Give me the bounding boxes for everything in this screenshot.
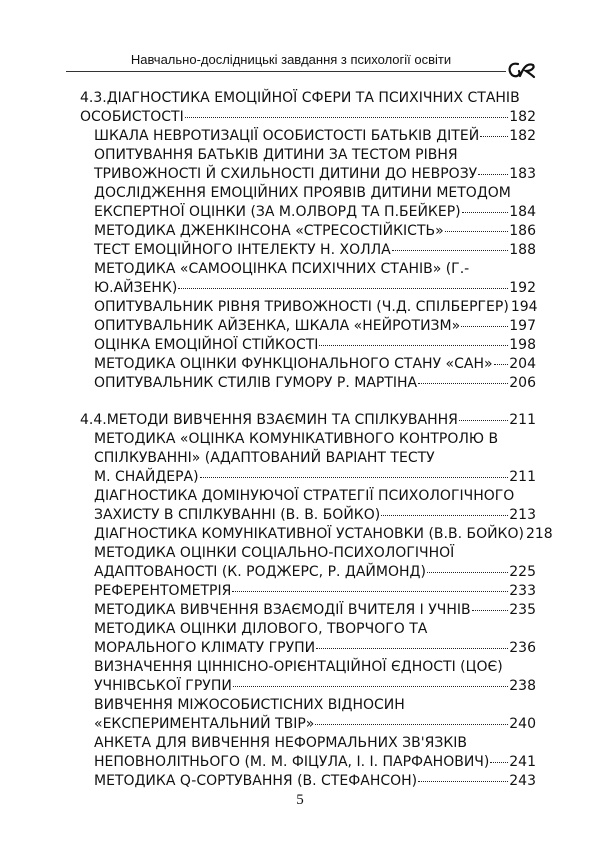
- toc-entry-row: [94, 298, 536, 317]
- toc-entry-text: МЕТОДИКА ВИВЧЕННЯ ВЗАЄМОДІЇ ВЧИТЕЛЯ І УЧНІВ: [94, 602, 471, 618]
- dot-leader: [315, 723, 508, 725]
- toc-entry[interactable]: [80, 430, 536, 487]
- dot-leader: [427, 571, 508, 573]
- toc-entry[interactable]: [80, 487, 536, 525]
- dot-leader: [316, 647, 508, 649]
- toc-entry-text: МОРАЛЬНОГО КЛІМАТУ ГРУПИ: [94, 640, 316, 656]
- toc-page-number: 204: [509, 356, 536, 372]
- toc-entry[interactable]: [80, 734, 536, 772]
- dot-leader: [319, 344, 508, 346]
- toc-entry-row: [94, 715, 536, 734]
- toc-entry-text: МЕТОДИКА ДЖЕНКІНСОНА «СТРЕСОСТІЙКІСТЬ»: [94, 223, 444, 239]
- toc-section-heading[interactable]: [80, 411, 536, 430]
- toc-entry-text: ОПИТУВАЛЬНИК АЙЗЕНКА, ШКАЛА «НЕЙРОТИЗМ»: [94, 318, 461, 334]
- toc-entry-row: [94, 127, 536, 146]
- toc-entry-text: АДАПТОВАНОСТІ (К. РОДЖЕРС, Р. ДАЙМОНД): [94, 564, 426, 580]
- toc-entry[interactable]: [80, 317, 536, 336]
- dot-leader: [461, 325, 508, 327]
- toc-entry-text: «ЕКСПЕРИМЕНТАЛЬНИЙ ТВІР»: [94, 716, 315, 732]
- toc-page-number: 184: [509, 204, 536, 220]
- toc-entry-text: ТРИВОЖНОСТІ Й СХИЛЬНОСТІ ДИТИНИ ДО НЕВРОЗУ: [94, 166, 478, 182]
- toc-entry[interactable]: [80, 184, 536, 222]
- dot-leader: [392, 249, 509, 251]
- toc-entry-text: ДІАГНОСТИКА ДОМІНУЮЧОЇ СТРАТЕГІЇ ПСИХОЛОГІЧНОГО: [94, 488, 515, 504]
- toc-page-number: 182: [509, 109, 536, 125]
- toc-page-number: 186: [509, 223, 536, 239]
- toc-entry-row: [94, 317, 536, 336]
- toc-page-number: 192: [509, 280, 536, 296]
- dot-leader: [494, 363, 509, 365]
- page-number: 5: [296, 792, 304, 808]
- toc-entry-row: [94, 772, 536, 791]
- toc-entry-row: [94, 222, 536, 241]
- toc-page-number: 218: [525, 526, 553, 542]
- toc-entry[interactable]: [80, 260, 536, 298]
- toc-entry-text: 4.4.МЕТОДИ ВИВЧЕННЯ ВЗАЄМИН ТА СПІЛКУВАННЯ: [80, 412, 458, 428]
- toc-entry-row: [94, 506, 536, 525]
- toc-entry-text: ОПИТУВАЛЬНИК РІВНЯ ТРИВОЖНОСТІ (Ч.Д. СПІЛБЕРГЕР): [94, 299, 509, 315]
- toc-entry-text: ШКАЛА НЕВРОТИЗАЦІЇ ОСОБИСТОСТІ БАТЬКІВ ДІТЕЙ: [94, 128, 480, 144]
- toc-entry-text: ВИВЧЕННЯ МІЖОСОБИСТІСНИХ ВІДНОСИН: [94, 697, 405, 713]
- toc-entry[interactable]: [80, 127, 536, 146]
- toc-entry-text: МЕТОДИКА «ОЦІНКА КОМУНІКАТИВНОГО КОНТРОЛЮ В: [94, 431, 499, 447]
- toc-entry-row: [80, 108, 536, 127]
- dot-leader: [459, 419, 508, 421]
- toc-entry-text: ОЦІНКА ЕМОЦІЙНОЇ СТІЙКОСТІ: [94, 337, 319, 353]
- toc-entry[interactable]: [80, 336, 536, 355]
- toc-entry-row: [94, 563, 536, 582]
- toc-entry-row: [80, 411, 536, 430]
- toc-entry-row: [94, 582, 536, 601]
- toc-entry-text: МЕТОДИКА ОЦІНКИ ДІЛОВОГО, ТВОРЧОГО ТА: [94, 621, 428, 637]
- toc-entry-text: ВИЗНАЧЕННЯ ЦІННІСНО-ОРІЄНТАЦІЙНОЇ ЄДНОСТІ (ЦОЄ): [94, 659, 503, 675]
- toc-entry[interactable]: [80, 355, 536, 374]
- toc-page-number: 243: [509, 773, 536, 789]
- toc-page-number: 211: [509, 412, 536, 428]
- dot-leader: [233, 685, 508, 687]
- toc-entry-text: АНКЕТА ДЛЯ ВИВЧЕННЯ НЕФОРМАЛЬНИХ ЗВ'ЯЗКІВ: [94, 735, 467, 751]
- toc-entry-text: М. СНАЙДЕРА): [94, 469, 199, 485]
- toc-entry-text: МЕТОДИКА ОЦІНКИ ФУНКЦІОНАЛЬНОГО СТАНУ «САН»: [94, 356, 493, 372]
- toc-entry-text: 4.3.ДІАГНОСТИКА ЕМОЦІЙНОЇ СФЕРИ ТА ПСИХІЧНИХ СТАНІВ: [80, 90, 520, 106]
- toc-page-number: 194: [510, 299, 538, 315]
- toc-entry-text: ОСОБИСТОСТІ: [80, 109, 184, 125]
- toc-entry-text: МЕТОДИКА «САМООЦІНКА ПСИХІЧНИХ СТАНІВ» (Г.-: [94, 261, 470, 277]
- toc-entry[interactable]: [80, 601, 536, 620]
- toc-entry[interactable]: [80, 298, 536, 317]
- toc-page-number: 188: [509, 242, 536, 258]
- dot-leader: [185, 116, 509, 118]
- dot-leader: [418, 382, 508, 384]
- toc-entry[interactable]: [80, 620, 536, 658]
- table-of-contents: [80, 89, 553, 791]
- dot-leader: [200, 476, 509, 478]
- toc-page-number: 233: [509, 583, 536, 599]
- toc-entry-row: [94, 165, 536, 184]
- toc-entry-row: [94, 279, 536, 298]
- toc-page-number: 206: [509, 375, 536, 391]
- dot-leader: [490, 761, 508, 763]
- toc-entry-text: Ю.АЙЗЕНК): [94, 280, 178, 296]
- toc-entry-text: ЕКСПЕРТНОЇ ОЦІНКИ (ЗА М.ОЛВОРД ТА П.БЕЙКЕР): [94, 204, 461, 220]
- toc-entry-row: [94, 241, 536, 260]
- dot-leader: [418, 780, 508, 782]
- toc-entry-row: [94, 374, 536, 393]
- dot-leader: [178, 287, 508, 289]
- running-header: Навчально-дослідницькі завдання з психології освіти: [130, 52, 452, 67]
- toc-page-number: 182: [509, 128, 536, 144]
- toc-section: [80, 89, 536, 393]
- toc-entry-row: [94, 753, 536, 772]
- publisher-logo-icon: [506, 60, 536, 80]
- toc-entry-row: [94, 677, 536, 696]
- toc-page-number: 235: [509, 602, 536, 618]
- toc-page-number: 183: [509, 166, 536, 182]
- toc-entry-text: МЕТОДИКА Q-СОРТУВАННЯ (В. СТЕФАНСОН): [94, 773, 418, 789]
- toc-entry[interactable]: [80, 582, 536, 601]
- toc-entry-text: РЕФЕРЕНТОМЕТРІЯ: [94, 583, 232, 599]
- toc-entry-row: [94, 336, 536, 355]
- toc-entry[interactable]: [80, 146, 536, 184]
- toc-page-number: 241: [509, 754, 536, 770]
- toc-entry[interactable]: [80, 374, 536, 393]
- toc-entry[interactable]: [80, 658, 536, 696]
- toc-entry[interactable]: [80, 772, 536, 791]
- toc-page-number: 197: [509, 318, 536, 334]
- toc-entry-text: ДОСЛІДЖЕННЯ ЕМОЦІЙНИХ ПРОЯВІВ ДИТИНИ МЕТОДОМ: [94, 185, 511, 201]
- toc-entry[interactable]: [80, 696, 536, 734]
- toc-entry-text: ТЕСТ ЕМОЦІЙНОГО ІНТЕЛЕКТУ Н. ХОЛЛА: [94, 242, 391, 258]
- toc-entry[interactable]: [80, 241, 536, 260]
- toc-page-number: 211: [509, 469, 536, 485]
- toc-entry-row: [94, 639, 536, 658]
- toc-entry[interactable]: [80, 525, 553, 544]
- toc-entry-text: ОПИТУВАЛЬНИК СТИЛІВ ГУМОРУ Р. МАРТІНА: [94, 375, 418, 391]
- toc-page-number: 225: [509, 564, 536, 580]
- toc-entry[interactable]: [80, 222, 536, 241]
- toc-entry-text: УЧНІВСЬКОЇ ГРУПИ: [94, 678, 232, 694]
- toc-page-number: 213: [509, 507, 536, 523]
- dot-leader: [445, 230, 509, 232]
- toc-page-number: 240: [509, 716, 536, 732]
- toc-section-heading[interactable]: [80, 89, 536, 127]
- toc-entry-text: ДІАГНОСТИКА КОМУНІКАТИВНОЇ УСТАНОВКИ (В.В. БОЙКО): [94, 526, 524, 542]
- dot-leader: [472, 609, 509, 611]
- toc-entry-row: [94, 203, 536, 222]
- toc-entry[interactable]: [80, 544, 536, 582]
- toc-page-number: 238: [509, 678, 536, 694]
- toc-entry-text: СПІЛКУВАННІ» (АДАПТОВАНИЙ ВАРІАНТ ТЕСТУ: [94, 450, 435, 466]
- toc-page-number: 198: [509, 337, 536, 353]
- toc-entry-text: НЕПОВНОЛІТНЬОГО (М. М. ФІЦУЛА, І. І. ПАРФАНОВИЧ): [94, 754, 490, 770]
- dot-leader: [232, 590, 508, 592]
- dot-leader: [478, 173, 508, 175]
- toc-entry-row: [94, 601, 536, 620]
- header-rule: [66, 71, 506, 72]
- dot-leader: [462, 211, 509, 213]
- toc-section: [80, 411, 553, 791]
- dot-leader: [381, 514, 508, 516]
- dot-leader: [480, 135, 508, 137]
- toc-entry-text: ЗАХИСТУ В СПІЛКУВАННІ (В. В. БОЙКО): [94, 507, 381, 523]
- toc-entry-row: [94, 525, 553, 544]
- toc-entry-row: [94, 468, 536, 487]
- toc-entry-text: МЕТОДИКА ОЦІНКИ СОЦІАЛЬНО-ПСИХОЛОГІЧНОЇ: [94, 545, 455, 561]
- toc-entry-text: ОПИТУВАННЯ БАТЬКІВ ДИТИНИ ЗА ТЕСТОМ РІВНЯ: [94, 147, 458, 163]
- toc-page-number: 236: [509, 640, 536, 656]
- toc-entry-row: [94, 355, 536, 374]
